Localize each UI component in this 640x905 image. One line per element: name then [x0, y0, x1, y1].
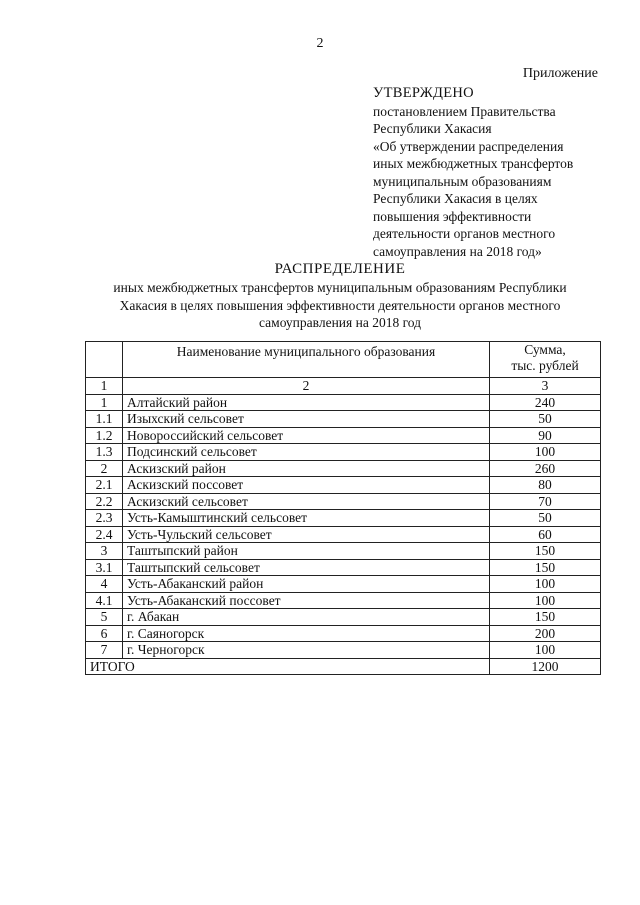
row-sum: 100	[490, 592, 601, 609]
header-sum-line1: Сумма,	[524, 342, 566, 357]
table-row	[86, 460, 601, 477]
approval-block	[373, 85, 623, 260]
row-number: 2.1	[86, 477, 123, 494]
document-title-block	[80, 259, 600, 332]
subtitle-line: Хакасия в целях повышения эффективности деятельности органов местного	[119, 297, 561, 313]
table-body	[86, 394, 601, 658]
total-sum: 1200	[490, 658, 601, 675]
row-name: г. Саяногорск	[123, 625, 490, 642]
row-number: 4	[86, 576, 123, 593]
table-row	[86, 493, 601, 510]
row-number: 1.2	[86, 427, 123, 444]
index-cell: 1	[86, 378, 123, 395]
row-name: Аскизский район	[123, 460, 490, 477]
table-row	[86, 559, 601, 576]
header-sum-line2: тыс. рублей	[511, 357, 579, 373]
row-name: Таштыпский район	[123, 543, 490, 560]
header-num	[86, 342, 123, 378]
row-number: 2.3	[86, 510, 123, 527]
row-number: 7	[86, 642, 123, 659]
row-number: 2.4	[86, 526, 123, 543]
approval-line: Республики Хакасия	[373, 121, 492, 136]
header-sum	[490, 342, 601, 378]
subtitle-line: самоуправления на 2018 год	[259, 315, 421, 330]
table-header-row	[86, 342, 601, 378]
header-name: Наименование муниципального образования	[123, 342, 490, 378]
table-row	[86, 576, 601, 593]
table-row	[86, 394, 601, 411]
row-name: Новороссийский сельсовет	[123, 427, 490, 444]
row-name: Аскизский сельсовет	[123, 493, 490, 510]
page-number: 2	[316, 36, 324, 51]
row-sum: 70	[490, 493, 601, 510]
table-row	[86, 427, 601, 444]
row-sum: 100	[490, 642, 601, 659]
table-row	[86, 609, 601, 626]
row-name: Усть-Абаканский район	[123, 576, 490, 593]
approval-line: Республики Хакасия в целях	[373, 191, 538, 206]
table-row	[86, 592, 601, 609]
row-number: 3	[86, 543, 123, 560]
total-row	[86, 658, 601, 675]
distribution-table	[85, 341, 601, 675]
table-row	[86, 444, 601, 461]
row-name: Подсинский сельсовет	[123, 444, 490, 461]
approval-heading: УТВЕРЖДЕНО	[373, 85, 474, 101]
row-sum: 240	[490, 394, 601, 411]
row-sum: 100	[490, 576, 601, 593]
approval-line: самоуправления на 2018 год»	[373, 243, 542, 259]
approval-line: деятельности органов местного	[373, 226, 556, 241]
row-number: 1.3	[86, 444, 123, 461]
row-name: Алтайский район	[123, 394, 490, 411]
table-row	[86, 642, 601, 659]
row-sum: 90	[490, 427, 601, 444]
row-sum: 80	[490, 477, 601, 494]
approval-line: иных межбюджетных трансфертов	[373, 156, 574, 171]
row-sum: 50	[490, 411, 601, 428]
row-number: 6	[86, 625, 123, 642]
row-name: Усть-Камыштинский сельсовет	[123, 510, 490, 527]
row-number: 1.1	[86, 411, 123, 428]
row-sum: 150	[490, 559, 601, 576]
document-title: РАСПРЕДЕЛЕНИЕ	[274, 261, 406, 277]
row-number: 1	[86, 394, 123, 411]
table-row	[86, 543, 601, 560]
row-number: 3.1	[86, 559, 123, 576]
table-row	[86, 625, 601, 642]
row-sum: 100	[490, 444, 601, 461]
appendix-label: Приложение	[522, 66, 598, 81]
row-name: Усть-Чульский сельсовет	[123, 526, 490, 543]
approval-line: муниципальным образованиям	[373, 173, 552, 189]
row-name: Аскизский поссовет	[123, 477, 490, 494]
table-index-row	[86, 378, 601, 395]
row-sum: 200	[490, 625, 601, 642]
row-name: г. Абакан	[123, 609, 490, 626]
row-name: г. Черногорск	[123, 642, 490, 659]
total-label: ИТОГО	[86, 658, 490, 675]
subtitle-line: иных межбюджетных трансфертов муниципальным образованиям Республики	[113, 280, 567, 295]
index-cell: 3	[490, 378, 601, 395]
row-number: 4.1	[86, 592, 123, 609]
approval-line: повышения эффективности	[373, 208, 532, 224]
approval-line: постановлением Правительства	[373, 103, 556, 119]
index-cell: 2	[123, 378, 490, 395]
row-number: 5	[86, 609, 123, 626]
row-sum: 150	[490, 609, 601, 626]
row-name: Усть-Абаканский поссовет	[123, 592, 490, 609]
row-number: 2	[86, 460, 123, 477]
row-sum: 260	[490, 460, 601, 477]
row-number: 2.2	[86, 493, 123, 510]
approval-line: «Об утверждении распределения	[373, 138, 564, 154]
row-name: Изыхский сельсовет	[123, 411, 490, 428]
row-name: Таштыпский сельсовет	[123, 559, 490, 576]
row-sum: 60	[490, 526, 601, 543]
table-row	[86, 477, 601, 494]
row-sum: 150	[490, 543, 601, 560]
table-row	[86, 526, 601, 543]
table-row	[86, 411, 601, 428]
row-sum: 50	[490, 510, 601, 527]
table-row	[86, 510, 601, 527]
